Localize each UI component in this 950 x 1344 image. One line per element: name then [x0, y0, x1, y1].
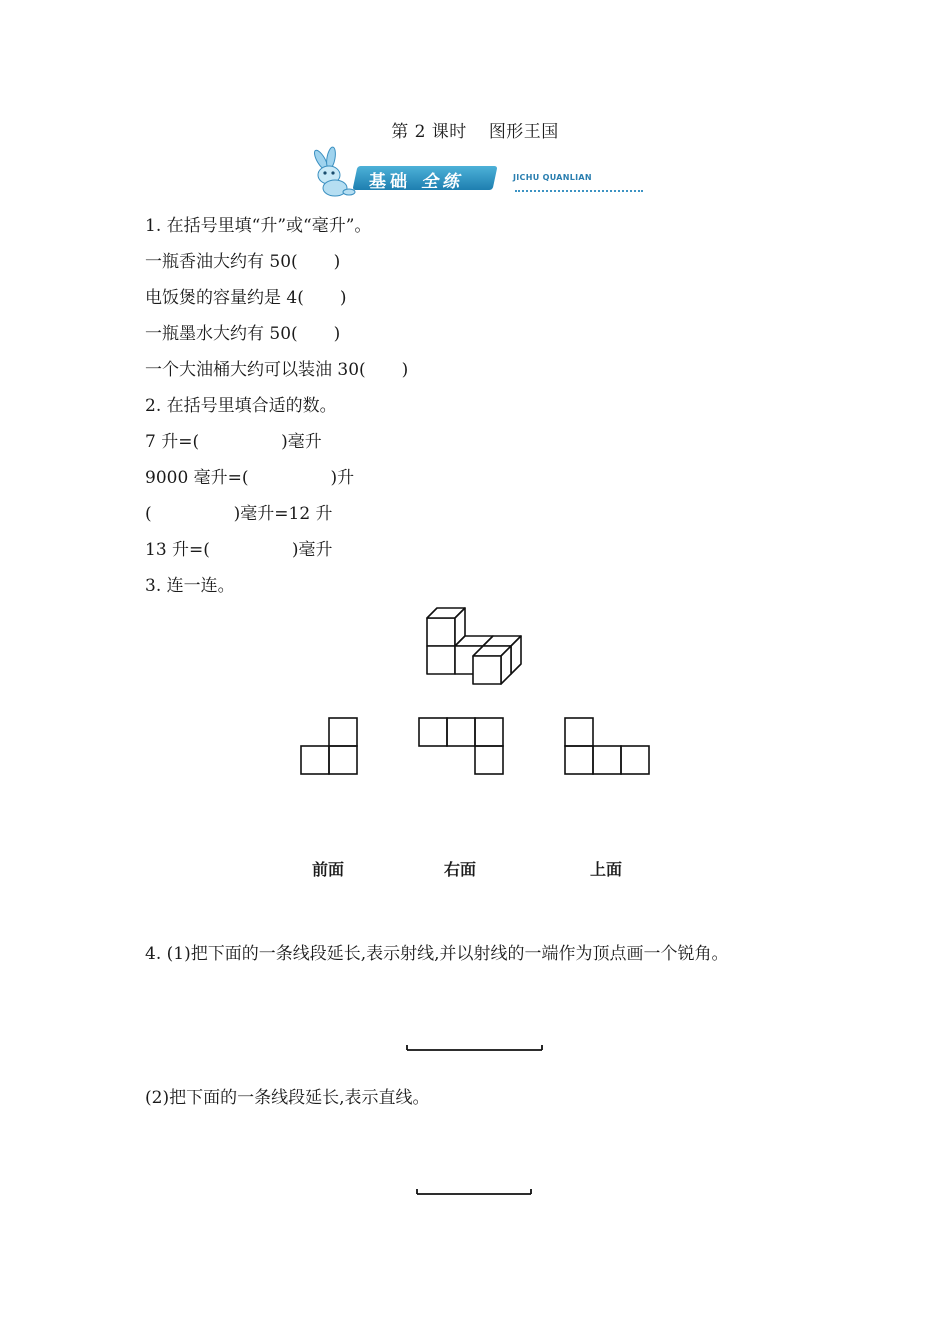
lesson-topic: 图形王国	[488, 122, 559, 142]
q2-item-2: 9000 毫升=( )升	[145, 468, 355, 488]
q4-part2-prompt: (2)把下面的一条线段延长,表示直线。	[145, 1088, 430, 1108]
q3-prompt: 3. 连一连。	[145, 576, 235, 596]
view-shape-3	[562, 715, 654, 777]
q4-part1-prompt: 4. (1)把下面的一条线段延长,表示射线,并以射线的一端作为顶点画一个锐角。	[145, 944, 729, 964]
section-banner	[305, 148, 645, 200]
label-front-view: 前面	[312, 860, 345, 879]
view-shape-1	[298, 715, 360, 777]
q2-item-1: 7 升=( )毫升	[145, 432, 322, 452]
q1-item-1: 一瓶香油大约有 50( )	[145, 252, 341, 272]
line-segment-1	[404, 1042, 546, 1054]
banner-dotted-line	[515, 190, 643, 192]
q1-item-3: 一瓶墨水大约有 50( )	[145, 324, 341, 344]
line-segment-2	[414, 1186, 536, 1198]
banner-text-main-2: 全练	[421, 172, 463, 192]
banner-sub-text: JICHU QUANLIAN	[513, 173, 592, 182]
q2-prompt: 2. 在括号里填合适的数。	[145, 396, 337, 416]
q1-item-2: 电饭煲的容量约是 4( )	[145, 288, 347, 308]
banner-text-main-1: 基础	[369, 172, 411, 192]
view-shape-2	[416, 715, 506, 777]
cube-arrangement-figure	[420, 600, 530, 692]
page-title	[0, 117, 950, 142]
q1-prompt: 1. 在括号里填“升”或“毫升”。	[145, 216, 372, 236]
q1-item-4: 一个大油桶大约可以装油 30( )	[145, 360, 409, 380]
q2-item-3: ( )毫升=12 升	[145, 504, 333, 524]
label-top-view: 上面	[590, 860, 623, 879]
label-right-view: 右面	[444, 860, 477, 879]
lesson-number: 第 2 课时	[391, 122, 467, 142]
q2-item-4: 13 升=( )毫升	[145, 540, 333, 560]
